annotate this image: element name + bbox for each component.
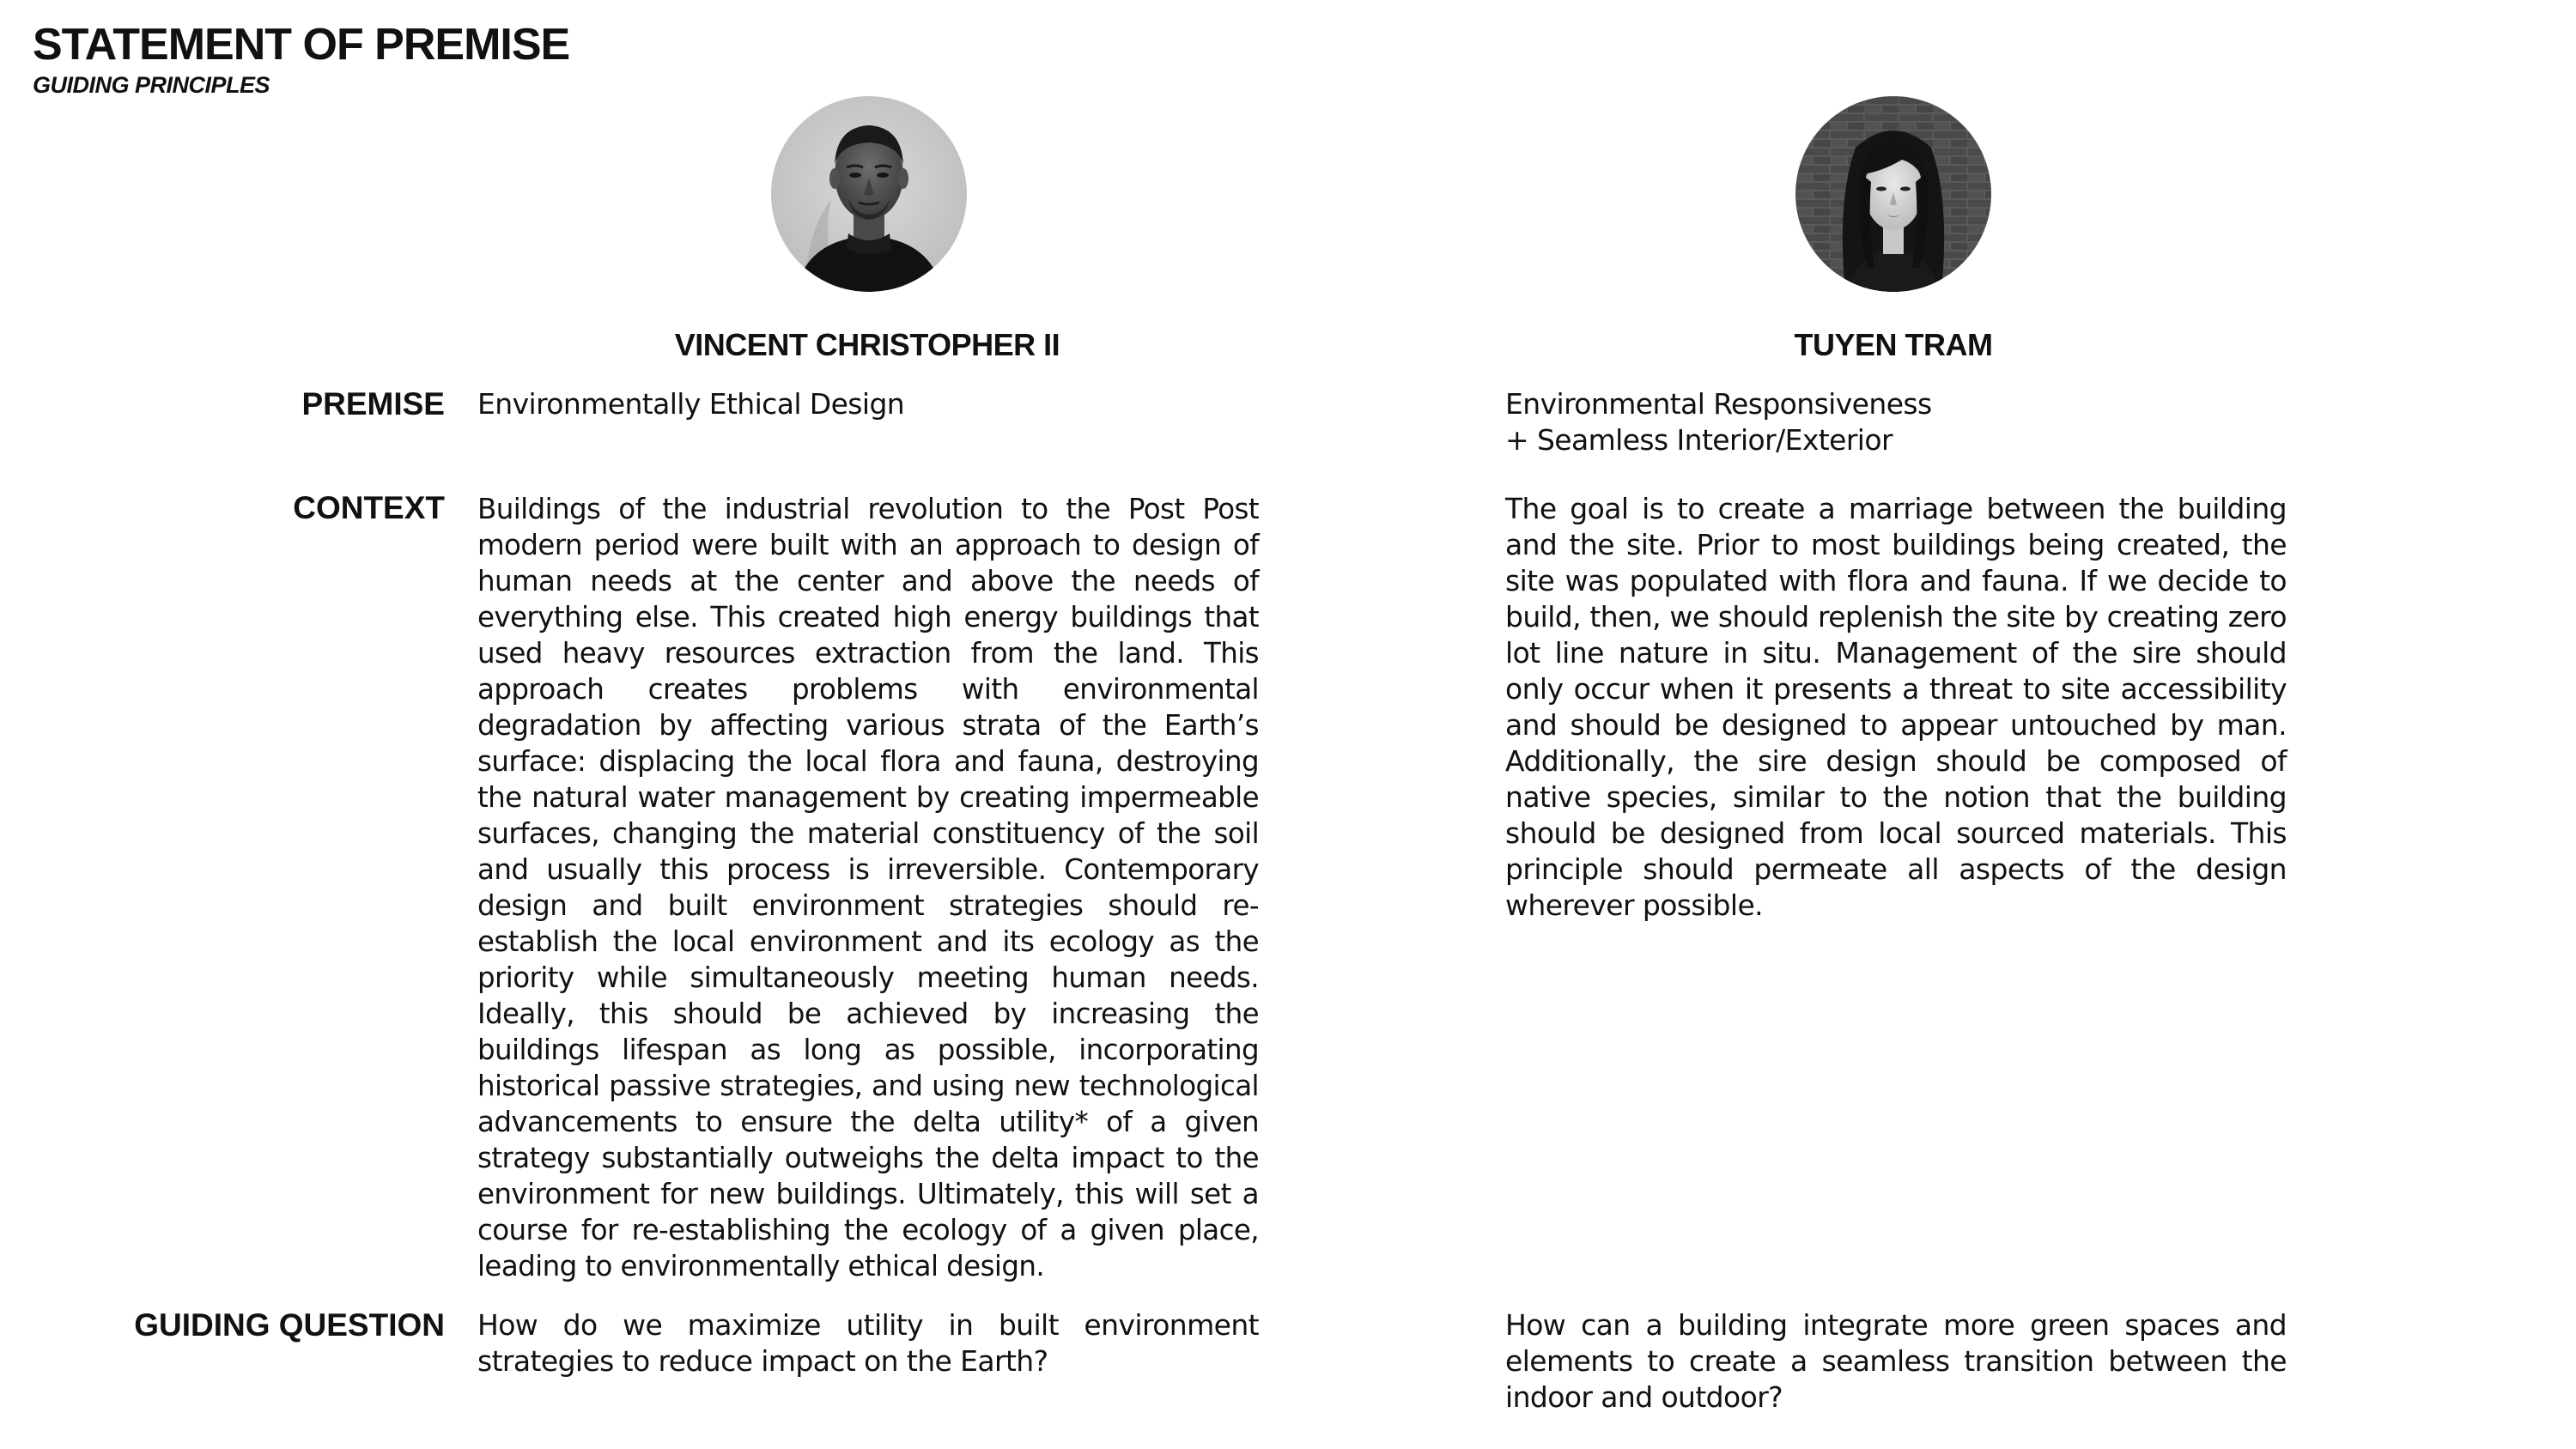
person-name-1: VINCENT CHRISTOPHER II [674,327,1060,362]
page-subtitle: GUIDING PRINCIPLES [33,72,270,98]
avatar-vincent-christopher [771,96,967,292]
context-text-1: Buildings of the industrial revolution to the Post Post modern period were built with an approach to design of human needs at the center and above the needs of everything else. This created high energy buildings that used heavy resources extraction from the land. This approach creates problems with environmental degradation by affecting various strata of the Earth’s surface: displacing the local flora and fauna, destroying the natural water management by creating impermeable surfaces, changing the material constituency of the soil and usually this process is irreversible. Contemporary design and built environment strategies should re-establish the local environment and its ecology as the priority while simultaneously meeting human needs. Ideally, this should be achieved by increasing the buildings lifespan as long as possible, incorporating historical passive strategies, and using new technological advancements to ensure the delta utility* of a given strategy substantially outweighs the delta impact to the environment for new buildings. Ultimately, this will set a course for re-establishing the ecology of a given place, leading to environmentally ethical design. [477,493,1259,1282]
person-name-2: TUYEN TRAM [1794,327,1993,362]
page-title: STATEMENT OF PREMISE [33,20,570,70]
premise-text-2 [1505,386,2287,458]
portrait-woman-image [1795,96,1991,292]
guiding-question-label: GUIDING QUESTION [134,1307,445,1343]
premise-text-2-line-2: + Seamless Interior/Exterior [1505,423,1893,457]
guiding-question-text-1: How do we maximize utility in built environment strategies to reduce impact on the Earth? [477,1308,1259,1378]
context-text-2: The goal is to create a marriage between the building and the site. Prior to most buildings being created, the site was populated with flora and fauna. If we decide to build, then, we should replenish the site by creating zero lot line nature in situ. Management of the sire should only occur when it presents a threat to site accessibility and should be designed to appear untouched by man. Additionally, the sire design should be composed of native species, similar to the notion that the building should be designed from local sourced materials. This principle should permeate all aspects of the design wherever possible. [1505,492,2287,922]
context-label: CONTEXT [293,490,445,525]
avatar-tuyen-tram [1795,96,1991,292]
guiding-question-text-2: How can a building integrate more green spaces and elements to create a seamless transition between the indoor and outdoor? [1505,1308,2287,1414]
portrait-man-image [771,96,967,292]
premise-text-1: Environmentally Ethical Design [477,387,905,421]
premise-label: PREMISE [301,386,445,421]
premise-text-2-line-1: Environmental Responsiveness [1505,387,1932,421]
